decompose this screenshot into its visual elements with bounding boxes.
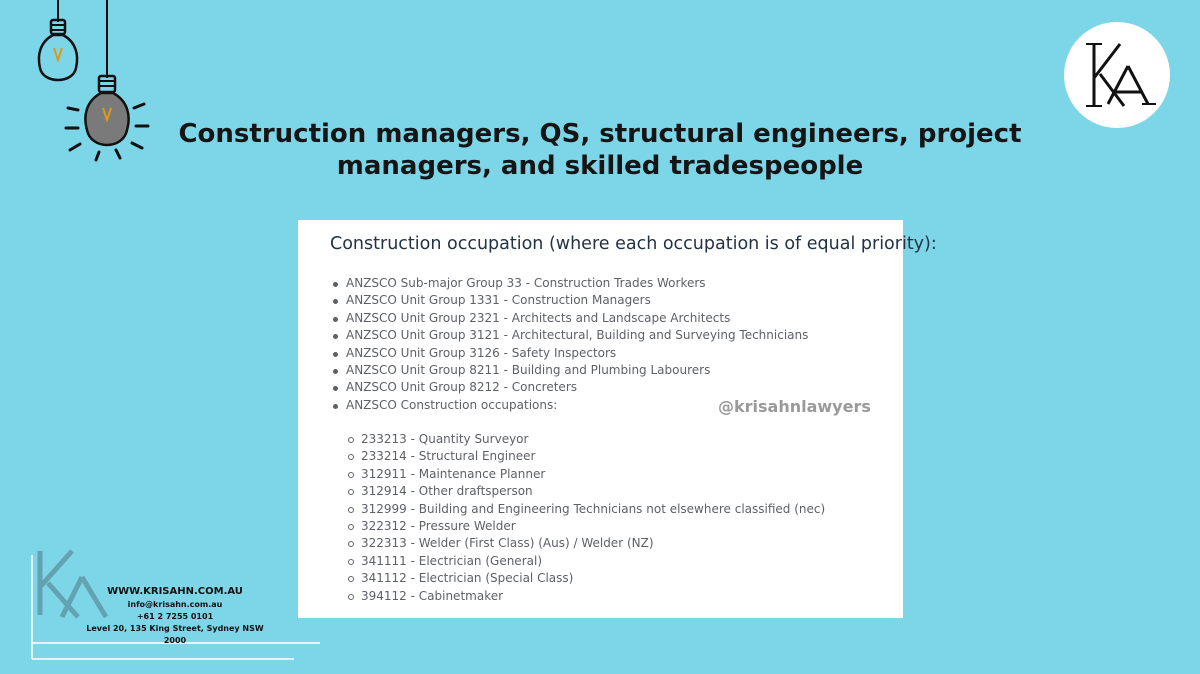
list-item: ANZSCO Unit Group 8211 - Building and Plumbing Labourers: [332, 362, 808, 379]
list-item: ANZSCO Sub-major Group 33 - Construction Trades Workers: [332, 275, 808, 292]
construction-occupation-sublist: [348, 431, 825, 605]
sublist-item: 341111 - Electrician (General): [348, 553, 825, 570]
list-item: ANZSCO Construction occupations:: [332, 397, 808, 414]
ka-logo: [1064, 22, 1170, 128]
phone-number: +61 2 7255 0101: [136, 612, 214, 621]
sublist-item: 312914 - Other draftsperson: [348, 483, 825, 500]
email-link[interactable]: info@krisahn.com.au: [127, 600, 223, 609]
glowing-light-bulb-icon: [66, 0, 148, 160]
sublist-item: 322313 - Welder (First Class) (Aus) / Welder (NZ): [348, 535, 825, 552]
sublist-item: 341112 - Electrician (Special Class): [348, 570, 825, 587]
sublist-item: 312911 - Maintenance Planner: [348, 466, 825, 483]
list-item: ANZSCO Unit Group 1331 - Construction Managers: [332, 292, 808, 309]
sublist-item: 322312 - Pressure Welder: [348, 518, 825, 535]
occupation-card: [298, 220, 937, 618]
light-bulb-icon: [39, 0, 77, 80]
list-item: ANZSCO Unit Group 8212 - Concreters: [332, 379, 808, 396]
sublist-item: 233213 - Quantity Surveyor: [348, 431, 825, 448]
list-item: ANZSCO Unit Group 2321 - Architects and Landscape Architects: [332, 310, 808, 327]
sublist-item: 312999 - Building and Engineering Technicians not elsewhere classified (nec): [348, 501, 825, 518]
contact-block: [75, 585, 275, 647]
website-link[interactable]: WWW.KRISAHN.COM.AU: [107, 586, 243, 597]
card-title: Construction occupation (where each occupation is of equal priority):: [330, 234, 937, 254]
headline-line-2: managers, and skilled tradespeople: [336, 151, 864, 181]
social-handle: @krisahnlawyers: [718, 397, 871, 416]
list-item: ANZSCO Unit Group 3126 - Safety Inspectors: [332, 345, 808, 362]
address: Level 20, 135 King Street, Sydney NSW 2000: [86, 624, 264, 645]
headline-line-1: Construction managers, QS, structural engineers, project: [178, 119, 1022, 149]
sublist-item: 233214 - Structural Engineer: [348, 448, 825, 465]
sublist-item: 394112 - Cabinetmaker: [348, 588, 825, 605]
ka-logo-icon: [1064, 22, 1170, 128]
occupation-list: [332, 275, 808, 414]
list-item: ANZSCO Unit Group 3121 - Architectural, Building and Surveying Technicians: [332, 327, 808, 344]
headline: [140, 118, 1060, 182]
